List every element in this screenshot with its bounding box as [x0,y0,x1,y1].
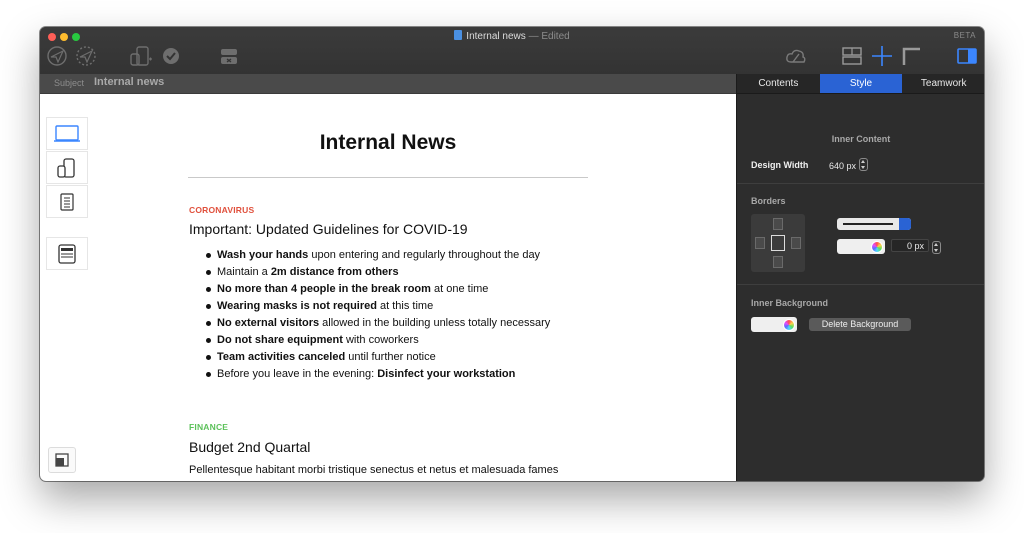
app-window [40,27,984,481]
window-title [40,30,984,42]
inspector-overlay-button[interactable] [48,447,76,473]
border-all-toggle[interactable] [771,235,785,251]
email-template-button[interactable] [46,237,88,270]
list-item[interactable]: No external visitors allowed in the building unless totally necessary [217,315,550,332]
desktop-icon [53,124,81,144]
subject-input[interactable]: Internal news [94,76,165,88]
section-headline-budget[interactable]: Budget 2nd Quartal [189,439,311,455]
section-tag-coronavirus[interactable]: CORONAVIRUS [189,205,255,215]
border-right-toggle[interactable] [791,237,801,249]
list-item[interactable]: Team activities canceled until further notice [217,349,550,366]
body-paragraph[interactable]: Pellentesque habitant morbi tristique senectus et netus et malesuada fames [189,464,559,476]
mobile-preview-button[interactable] [46,151,88,184]
section-headline-covid[interactable]: Important: Updated Guidelines for COVID-19 [189,221,468,237]
inner-content-heading: Inner Content [831,134,891,144]
layer-icon [54,452,70,468]
subject-bar [40,74,736,94]
desktop-preview-button[interactable] [46,117,88,150]
border-width-value: 0 px [906,241,924,251]
document-canvas[interactable] [40,94,736,481]
design-width-stepper[interactable] [859,158,868,171]
inspector-tabs [737,74,984,94]
beta-badge: BETA [953,31,976,40]
border-style-popup[interactable] [837,218,911,230]
list-item[interactable]: No more than 4 people in the break room at one time [217,281,550,298]
window-title-text: Internal news [466,31,526,42]
border-bottom-toggle[interactable] [773,256,783,268]
guides-icon[interactable] [870,45,894,67]
inner-background-label: Inner Background [751,298,829,308]
send-icon[interactable] [46,45,68,67]
text-preview-button[interactable] [46,185,88,218]
guidelines-list[interactable] [217,247,550,383]
sidebar-toggle-icon[interactable] [956,45,978,67]
list-item[interactable]: Wearing masks is not required at this time [217,298,550,315]
layout-icon[interactable] [840,45,864,67]
newsletter-title[interactable]: Internal News [319,131,457,154]
title-bar [40,27,984,75]
check-icon[interactable] [162,45,180,67]
list-item[interactable]: Before you leave in the evening: Disinfect your workstation [217,366,550,383]
border-side-selector[interactable] [751,214,805,272]
border-top-toggle[interactable] [773,218,783,230]
tab-teamwork[interactable]: Teamwork [920,78,967,89]
document-icon [454,30,462,40]
tab-contents[interactable]: Contents [758,78,799,89]
preview-devices-icon[interactable] [128,45,154,67]
design-width-field[interactable] [829,158,868,171]
list-item[interactable]: Maintain a 2m distance from others [217,264,550,281]
color-wheel-icon[interactable] [871,241,883,253]
subject-label: Subject [54,78,85,88]
inspector-panel [736,74,984,481]
email-template-icon [57,243,77,265]
section-divider [737,284,984,285]
design-width-label: Design Width [751,160,809,170]
border-left-toggle[interactable] [755,237,765,249]
layout-delete-icon[interactable] [218,45,240,67]
corner-icon[interactable] [900,45,922,67]
line-style-preview [843,223,893,225]
document-icon [59,193,75,211]
chevron-down-icon [899,218,911,230]
edited-status: — Edited [528,31,570,42]
schedule-icon[interactable] [74,45,98,67]
section-tag-finance[interactable]: FINANCE [189,422,229,432]
color-wheel-icon[interactable] [783,319,795,331]
tablet-phone-icon [55,157,79,179]
borders-label: Borders [751,196,786,206]
list-item[interactable]: Do not share equipment with coworkers [217,332,550,349]
design-width-value: 640 px [829,161,857,171]
delete-background-button[interactable]: Delete Background [809,318,911,331]
border-width-stepper[interactable] [932,241,941,254]
section-divider [737,183,984,184]
list-item[interactable]: Wash your hands upon entering and regularly throughout the day [217,247,550,264]
cloud-icon[interactable] [784,45,808,67]
title-divider [188,177,588,178]
tab-style[interactable]: Style [820,74,903,93]
border-width-field[interactable] [891,239,929,252]
